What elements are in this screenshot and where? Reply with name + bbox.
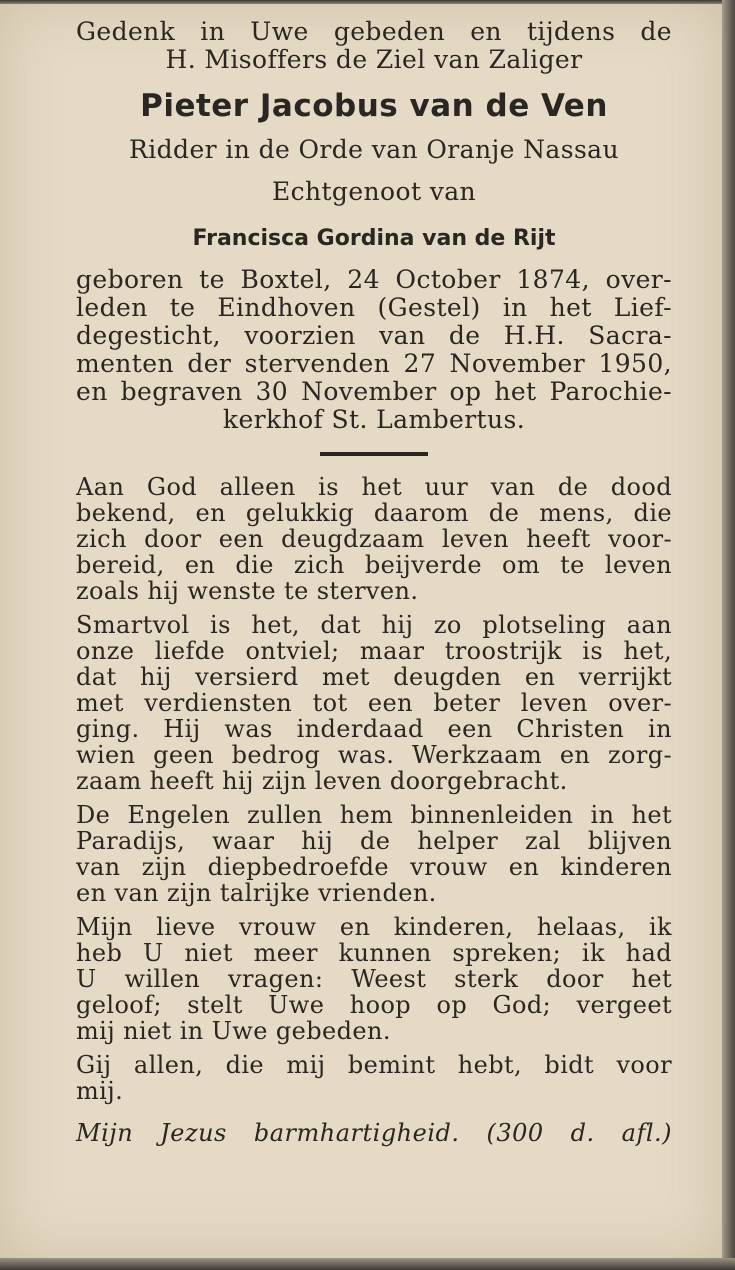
paragraph-2	[76, 612, 672, 794]
paragraph-line: U willen vragen: Weest sterk door het	[76, 965, 672, 993]
paragraph-line: Aan God alleen is het uur van de dood	[76, 473, 672, 501]
paragraph-line: met verdiensten tot een beter leven over-	[76, 689, 672, 717]
paragraph-last-line: en van zijn talrijke vrienden.	[76, 879, 437, 907]
spouse-intro: Echtgenoot van	[271, 177, 477, 206]
paragraph-line: heb U niet meer kunnen spreken; ik had	[76, 939, 672, 967]
paragraph-line: wien geen bedrog was. Werkzaam en zorg-	[76, 741, 672, 769]
paragraph-5	[76, 1052, 672, 1104]
paragraph-line: zich door een deugdzaam leven heeft voor-	[76, 525, 672, 553]
paragraph-1	[76, 474, 672, 604]
paragraph-line: van zijn diepbedroefde vrouw en kinderen	[76, 853, 672, 881]
spouse-name: Francisca Gordina van de Rijt	[192, 226, 556, 251]
paragraph-line: Gij allen, die mij bemint hebt, bidt voor	[76, 1051, 672, 1079]
paragraph-line: Paradijs, waar hij de helper zal blijven	[76, 827, 672, 855]
paragraph-3	[76, 802, 672, 906]
header-line-1: Gedenk in Uwe gebeden en tijdens de	[76, 17, 672, 46]
card-edge-top	[0, 0, 735, 4]
biography	[76, 266, 672, 434]
paragraph-line: Mijn lieve vrouw en kinderen, helaas, ik	[76, 913, 672, 941]
deceased-name: Pieter Jacobus van de Ven	[140, 88, 608, 124]
paragraph-4	[76, 914, 672, 1044]
paragraph-line: De Engelen zullen hem binnenleiden in het	[76, 801, 672, 829]
closing-prayer: Mijn Jezus barmhartigheid. (300 d. afl.)	[76, 1119, 672, 1147]
paragraph-line: dat hij versierd met deugden en verrijkt	[76, 663, 672, 691]
card-edge-right	[722, 0, 735, 1270]
honor-line: Ridder in de Orde van Oranje Nassau	[129, 135, 619, 164]
paragraph-last-line: mij niet in Uwe gebeden.	[76, 1017, 391, 1045]
biography-line: degesticht, voorzien van de H.H. Sacra-	[76, 321, 672, 350]
biography-line: menten der stervenden 27 November 1950,	[76, 349, 672, 378]
paragraph-line: geloof; stelt Uwe hoop op God; vergeet	[76, 991, 672, 1019]
paragraph-line: Smartvol is het, dat hij zo plotseling aan	[76, 611, 672, 639]
paragraph-line: bereid, en die zich beijverde om te leven	[76, 551, 672, 579]
biography-line: en begraven 30 November op het Parochie-	[76, 377, 672, 406]
paragraph-line: onze liefde ontviel; maar troostrijk is het,	[76, 637, 672, 665]
biography-last-line: kerkhof St. Lambertus.	[222, 405, 526, 434]
card-text	[76, 18, 672, 1148]
card-edge-bottom	[0, 1258, 735, 1270]
biography-line: leden te Eindhoven (Gestel) in het Lief-	[76, 293, 672, 322]
paragraph-last-line: zaam heeft hij zijn leven doorgebracht.	[76, 767, 568, 795]
biography-line: geboren te Boxtel, 24 October 1874, over-	[76, 265, 672, 294]
header-line-2: H. Misoffers de Ziel van Zaliger	[165, 45, 583, 74]
paragraph-line: ging. Hij was inderdaad een Christen in	[76, 715, 672, 743]
paragraph-line: bekend, en gelukkig daarom de mens, die	[76, 499, 672, 527]
divider-rule	[320, 452, 428, 456]
paragraph-last-line: zoals hij wenste te sterven.	[76, 577, 419, 605]
paragraph-last-line: mij.	[76, 1077, 124, 1105]
